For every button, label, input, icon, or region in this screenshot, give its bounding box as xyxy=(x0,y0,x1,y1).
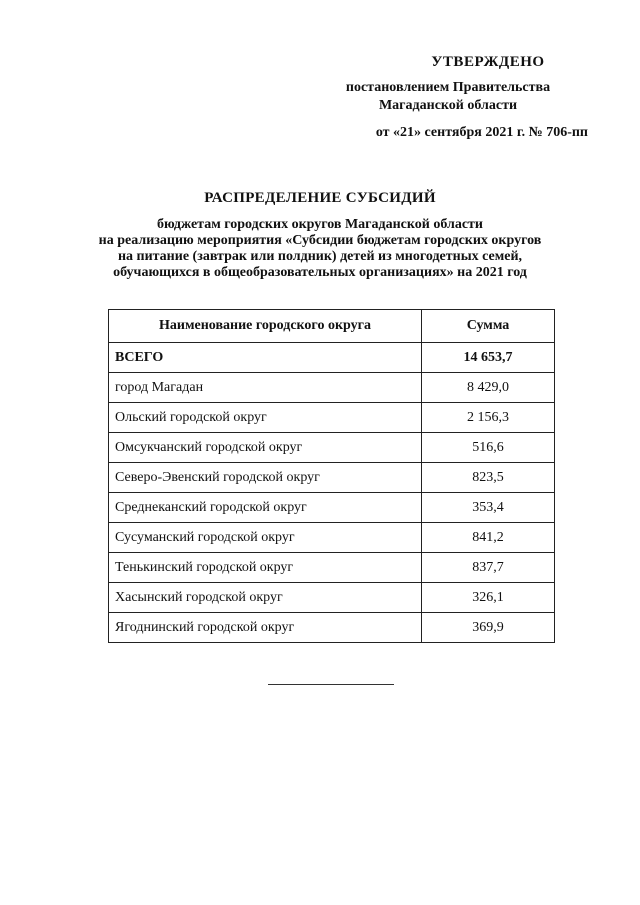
district-name: Сусуманский городской округ xyxy=(109,523,422,553)
table-header-row xyxy=(109,310,555,343)
table-row xyxy=(109,583,555,613)
decree-reference: от «21» сентября 2021 г. № 706-пп xyxy=(375,125,588,140)
district-amount: 841,2 xyxy=(422,523,555,553)
subsidy-table xyxy=(108,309,555,643)
document-title: РАСПРЕДЕЛЕНИЕ СУБСИДИЙ xyxy=(204,190,436,206)
approval-line-2: Магаданской области xyxy=(378,98,518,113)
column-header-name: Наименование городского округа xyxy=(109,310,422,343)
district-amount: 8 429,0 xyxy=(422,373,555,403)
document-subtitle-line-1: бюджетам городских округов Магаданской области xyxy=(157,217,483,232)
district-name: Северо-Эвенский городской округ xyxy=(109,463,422,493)
table-row xyxy=(109,373,555,403)
approval-block xyxy=(298,54,598,141)
table-row-total xyxy=(109,343,555,373)
approval-line-1: постановлением Правительства xyxy=(345,80,551,95)
district-name: Ягоднинский городской округ xyxy=(109,613,422,643)
district-name: Омсукчанский городской округ xyxy=(109,433,422,463)
table-row xyxy=(109,463,555,493)
district-amount: 2 156,3 xyxy=(422,403,555,433)
district-amount: 326,1 xyxy=(422,583,555,613)
table-row xyxy=(109,523,555,553)
document-title-block xyxy=(0,190,640,281)
table-row xyxy=(109,493,555,523)
approval-heading: УТВЕРЖДЕНО xyxy=(431,54,545,70)
table-row xyxy=(109,433,555,463)
district-amount: 369,9 xyxy=(422,613,555,643)
district-name: город Магадан xyxy=(109,373,422,403)
district-name: Тенькинский городской округ xyxy=(109,553,422,583)
document-subtitle-line-3: на питание (завтрак или полдник) детей из многодетных семей, xyxy=(117,249,523,264)
document-subtitle-line-4: обучающихся в общеобразовательных организациях» на 2021 год xyxy=(113,265,527,280)
district-amount: 823,5 xyxy=(422,463,555,493)
total-label: ВСЕГО xyxy=(109,343,422,373)
document-subtitle-line-2: на реализацию мероприятия «Субсидии бюджетам городских округов xyxy=(98,233,542,248)
table-row xyxy=(109,553,555,583)
district-name: Ольский городской округ xyxy=(109,403,422,433)
district-amount: 516,6 xyxy=(422,433,555,463)
table-row xyxy=(109,403,555,433)
district-amount: 837,7 xyxy=(422,553,555,583)
district-name: Хасынский городской округ xyxy=(109,583,422,613)
total-amount: 14 653,7 xyxy=(422,343,555,373)
closing-rule xyxy=(268,684,394,685)
table-row xyxy=(109,613,555,643)
column-header-amount: Сумма xyxy=(422,310,555,343)
district-name: Среднеканский городской округ xyxy=(109,493,422,523)
district-amount: 353,4 xyxy=(422,493,555,523)
